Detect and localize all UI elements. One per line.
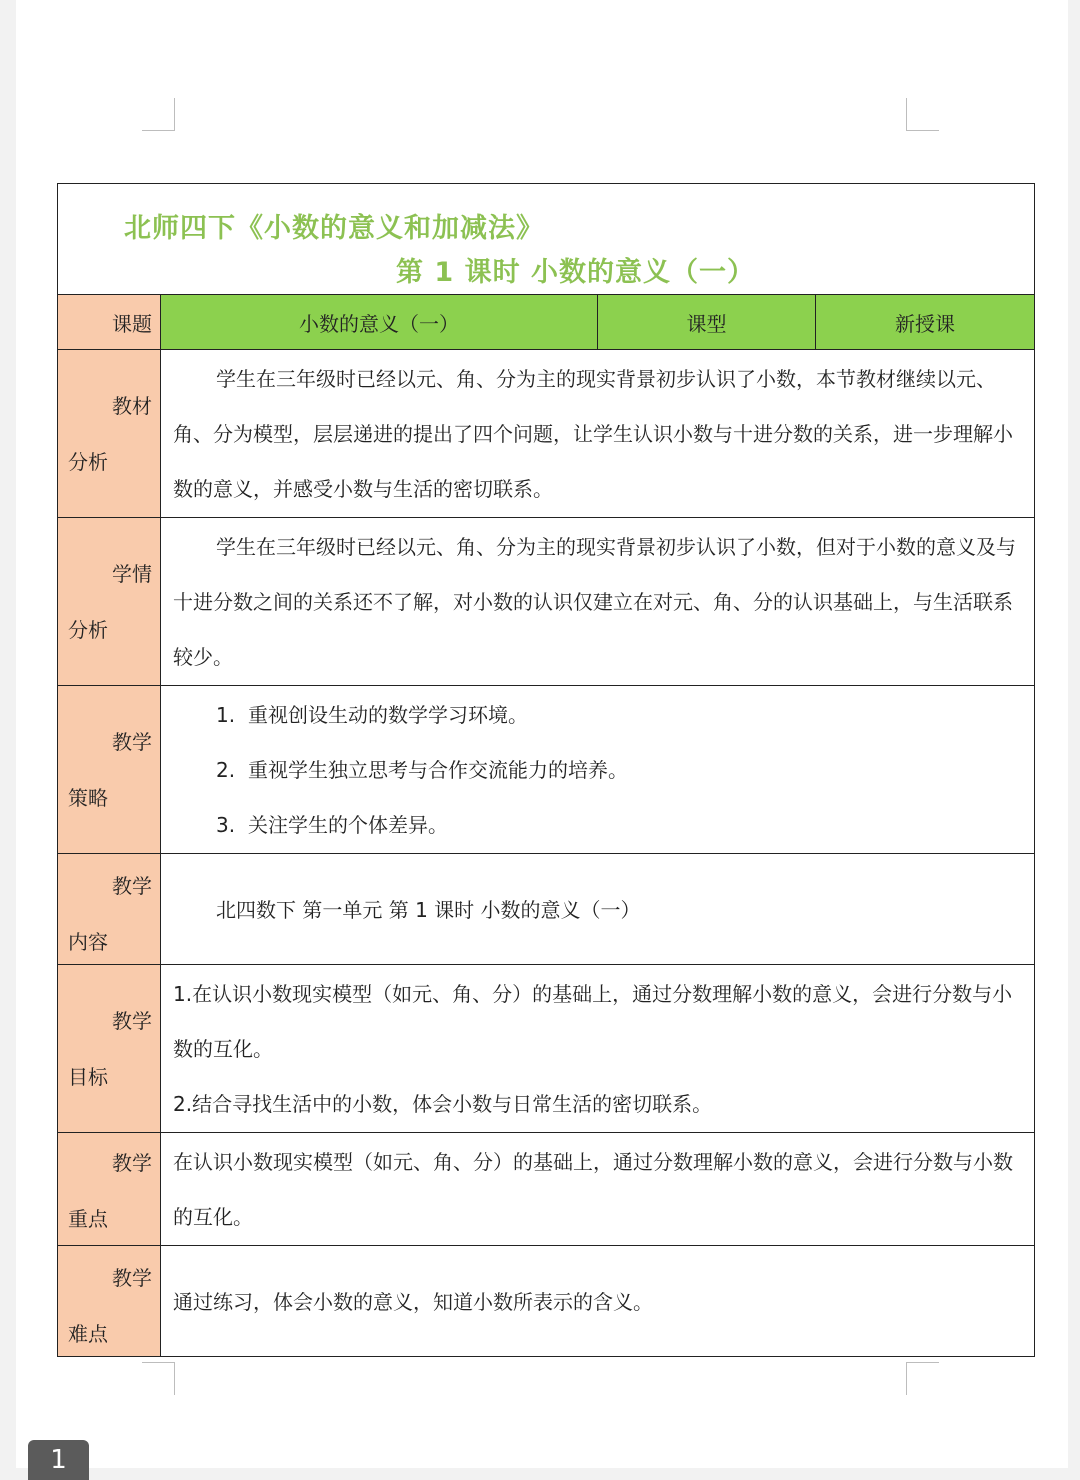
difficulty-row bbox=[58, 1246, 1035, 1357]
difficulty-text: 通过练习，体会小数的意义，知道小数所表示的含义。 bbox=[173, 1289, 653, 1314]
doc-subtitle: 第 1 课时 小数的意义（一） bbox=[396, 257, 755, 288]
difficult-points bbox=[161, 1246, 1035, 1357]
content-row bbox=[58, 854, 1035, 965]
goals-row bbox=[58, 965, 1035, 1133]
keypoint-text: 在认识小数现实模型（如元、角、分）的基础上，通过分数理解小数的意义，会进行分数与小数的互化。 bbox=[173, 1150, 1013, 1229]
topic-value: 小数的意义（一） bbox=[161, 295, 598, 350]
title-cell bbox=[58, 184, 1035, 295]
content-label: 教学 内容 bbox=[58, 854, 161, 965]
strategy-list-cell bbox=[161, 686, 1035, 854]
list-item: 1. 重视创设生动的数学学习环境。 bbox=[216, 703, 528, 727]
header-row bbox=[58, 295, 1035, 350]
goals-label: 教学 目标 bbox=[58, 965, 161, 1133]
crop-mark-bottom-left bbox=[142, 1362, 175, 1395]
crop-mark-top-right bbox=[906, 98, 939, 131]
key-points bbox=[161, 1133, 1035, 1246]
keypoint-label: 教学 重点 bbox=[58, 1133, 161, 1246]
strategy-row bbox=[58, 686, 1035, 854]
teaching-goals bbox=[161, 965, 1035, 1133]
keypoint-row bbox=[58, 1133, 1035, 1246]
textbook-analysis bbox=[161, 350, 1035, 518]
strategy-label: 教学 策略 bbox=[58, 686, 161, 854]
teaching-content bbox=[161, 854, 1035, 965]
students-text: 学生在三年级时已经以元、角、分为主的现实背景初步认识了小数，但对于小数的意义及与十进分数之间的关系还不了解，对小数的认识仅建立在对元、角、分的认识基础上，与生活联系较少。 bbox=[173, 535, 1016, 669]
type-label: 课型 bbox=[598, 295, 816, 350]
crop-mark-bottom-right bbox=[906, 1362, 939, 1395]
students-analysis bbox=[161, 518, 1035, 686]
topic-label: 课题 bbox=[58, 295, 161, 350]
content-text: 北四数下 第一单元 第 1 课时 小数的意义（一） bbox=[216, 897, 641, 922]
difficulty-label: 教学 难点 bbox=[58, 1246, 161, 1357]
crop-mark-top-left bbox=[142, 98, 175, 131]
doc-title: 北师四下《小数的意义和加减法》 bbox=[124, 213, 544, 244]
lesson-plan-table bbox=[57, 183, 1035, 1357]
goal-item-2: 2.结合寻找生活中的小数，体会小数与日常生活的密切联系。 bbox=[173, 1092, 713, 1116]
list-item: 3. 关注学生的个体差异。 bbox=[216, 813, 448, 837]
page-number-tab[interactable]: 1 bbox=[28, 1440, 89, 1480]
textbook-row bbox=[58, 350, 1035, 518]
students-label: 学情 分析 bbox=[58, 518, 161, 686]
list-item: 2. 重视学生独立思考与合作交流能力的培养。 bbox=[216, 758, 628, 782]
type-value: 新授课 bbox=[816, 295, 1035, 350]
textbook-label: 教材 分析 bbox=[58, 350, 161, 518]
students-row bbox=[58, 518, 1035, 686]
strategy-list bbox=[173, 688, 1022, 853]
goal-item-1: 1.在认识小数现实模型（如元、角、分）的基础上，通过分数理解小数的意义，会进行分数与小数的互化。 bbox=[173, 982, 1013, 1061]
textbook-text: 学生在三年级时已经以元、角、分为主的现实背景初步认识了小数，本节教材继续以元、角、分为模型，层层递进的提出了四个问题，让学生认识小数与十进分数的关系，进一步理解小数的意义，并感受小数与生活的密切联系。 bbox=[173, 367, 1013, 501]
